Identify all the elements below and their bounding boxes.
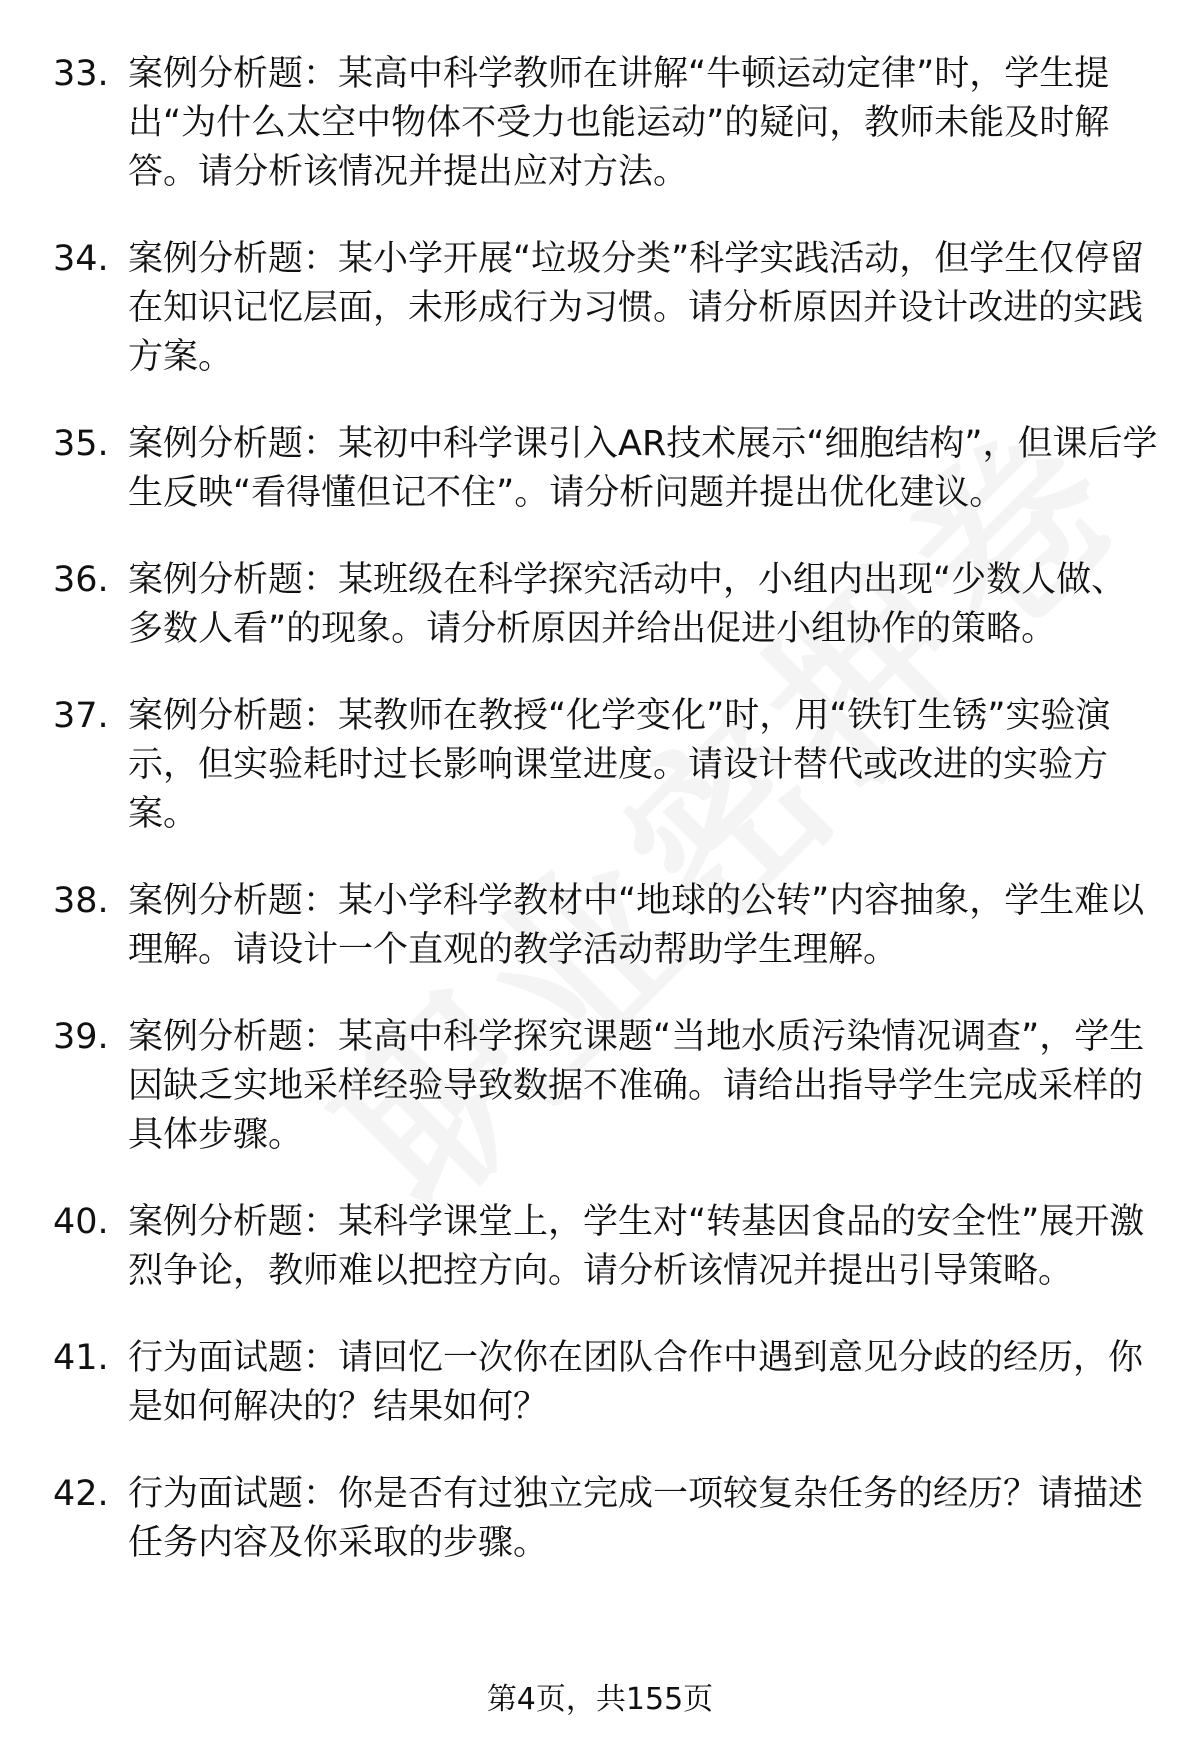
question-number: 40. <box>53 1202 109 1242</box>
question-list <box>0 50 1200 1606</box>
question-text: 案例分析题：某班级在科学探究活动中，小组内出现“少数人做、多数人看”的现象。请分析原因并给出促进小组协作的策略。 <box>128 560 1127 649</box>
question-item <box>0 420 1200 518</box>
question-number: 38. <box>53 881 109 921</box>
question-number: 37. <box>53 696 109 736</box>
question-text: 案例分析题：某科学课堂上，学生对“转基因食品的安全性”展开激烈争论，教师难以把控方向。请分析该情况并提出引导策略。 <box>128 1202 1145 1291</box>
question-item <box>0 235 1200 382</box>
question-text: 行为面试题：你是否有过独立完成一项较复杂任务的经历？请描述任务内容及你采取的步骤。 <box>128 1474 1144 1563</box>
question-text: 案例分析题：某教师在教授“化学变化”时，用“铁钉生锈”实验演示，但实验耗时过长影响课堂进度。请设计替代或改进的实验方案。 <box>128 696 1111 834</box>
question-item <box>0 1470 1200 1568</box>
question-item <box>0 1334 1200 1432</box>
question-number: 41. <box>53 1338 109 1378</box>
question-text: 案例分析题：某小学科学教材中“地球的公转”内容抽象，学生难以理解。请设计一个直观的教学活动帮助学生理解。 <box>128 881 1145 970</box>
question-text: 案例分析题：某高中科学教师在讲解“牛顿运动定律”时，学生提出“为什么太空中物体不受力也能运动”的疑问，教师未能及时解答。请分析该情况并提出应对方法。 <box>128 54 1110 192</box>
question-item <box>0 1198 1200 1296</box>
question-text: 案例分析题：某小学开展“垃圾分类”科学实践活动，但学生仅停留在知识记忆层面，未形成行为习惯。请分析原因并设计改进的实践方案。 <box>128 239 1145 377</box>
question-number: 36. <box>53 560 109 600</box>
question-number: 33. <box>53 54 109 94</box>
question-number: 39. <box>53 1017 109 1057</box>
question-number: 34. <box>53 239 109 279</box>
question-text: 案例分析题：某初中科学课引入AR技术展示“细胞结构”，但课后学生反映“看得懂但记不住”。请分析问题并提出优化建议。 <box>128 424 1158 513</box>
question-item <box>0 692 1200 839</box>
question-number: 35. <box>53 424 109 464</box>
question-item <box>0 1013 1200 1160</box>
question-text: 行为面试题：请回忆一次你在团队合作中遇到意见分歧的经历，你是如何解决的？结果如何？ <box>128 1338 1144 1427</box>
question-item <box>0 556 1200 654</box>
page-number-footer: 第4页，共155页 <box>486 1682 714 1717</box>
question-item <box>0 50 1200 197</box>
question-item <box>0 877 1200 975</box>
question-number: 42. <box>53 1474 109 1514</box>
question-text: 案例分析题：某高中科学探究课题“当地水质污染情况调查”，学生因缺乏实地采样经验导致数据不准确。请给出指导学生完成采样的具体步骤。 <box>128 1017 1145 1155</box>
